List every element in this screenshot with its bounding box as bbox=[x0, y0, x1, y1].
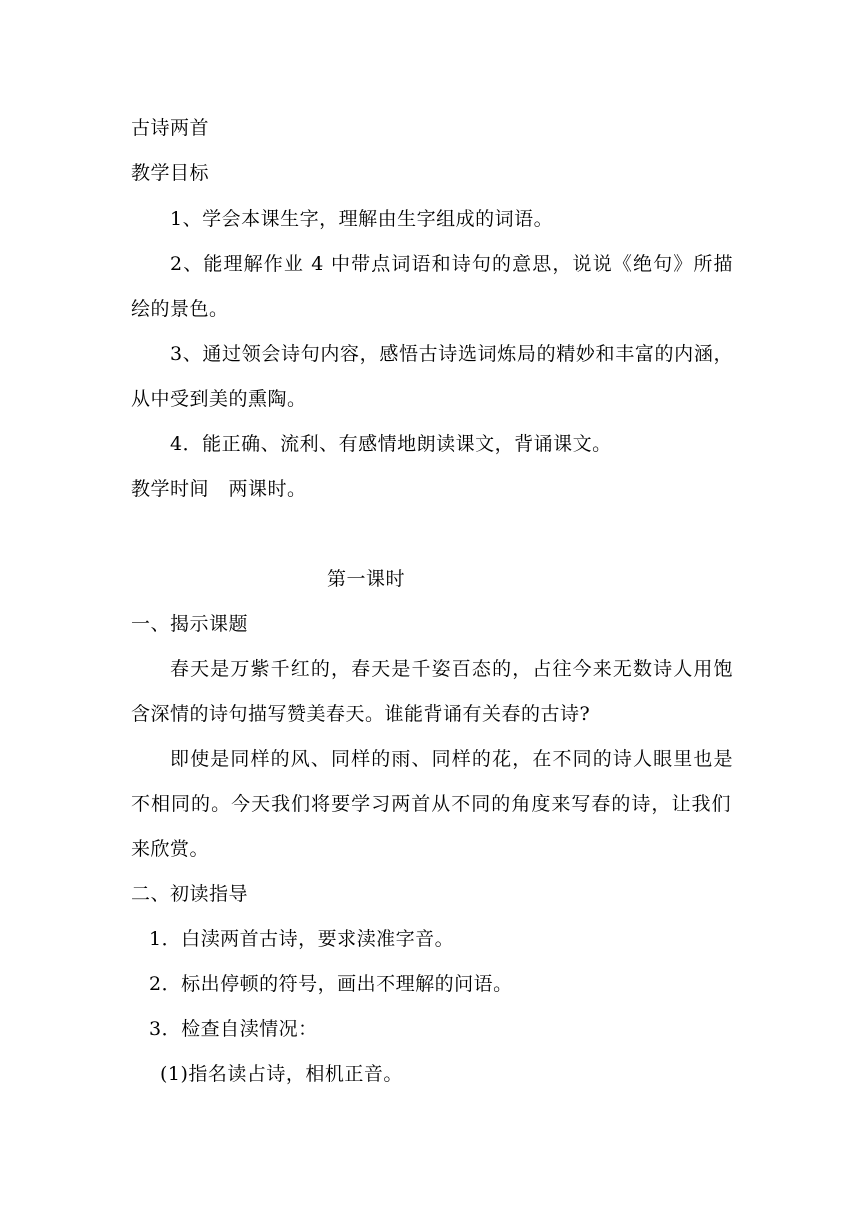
objective-2: 2、能理解作业 4 中带点词语和诗句的意思，说说《绝句》所描 bbox=[170, 253, 733, 275]
teaching-time: 教学时间 两课时。 bbox=[131, 478, 307, 500]
section-2-heading: 二、初读指导 bbox=[131, 883, 249, 905]
section-2-item-1: 1．白渎两首古诗，要求渎准字音。 bbox=[149, 928, 455, 950]
objective-4: 4．能正确、流利、有感情地朗读课文，背诵课文。 bbox=[170, 433, 612, 455]
section-1-line-2: 含深情的诗句描写赞美春天。谁能背诵有关春的古诗? bbox=[131, 703, 591, 725]
objective-1: 1、学会本课生字，理解由生字组成的词语。 bbox=[170, 208, 554, 230]
section-2-item-3: 3．检查自渎情况： bbox=[149, 1018, 318, 1040]
document-title: 古诗两首 bbox=[131, 117, 210, 139]
section-1-line-1: 春天是万紫千红的，春天是千姿百态的，占往今来无数诗人用饱 bbox=[170, 658, 733, 680]
objective-3: 3、通过领会诗句内容，感悟古诗选词炼局的精妙和丰富的内涵， bbox=[170, 343, 733, 365]
section-2-item-2: 2．标出停顿的符号，画出不理解的问语。 bbox=[149, 973, 513, 995]
lesson-title: 第一课时 bbox=[326, 568, 405, 590]
section-1-line-4: 不相同的。今天我们将要学习两首从不同的角度来写春的诗，让我们 bbox=[131, 793, 731, 815]
section-1-line-5: 来欣赏。 bbox=[131, 838, 210, 860]
objective-2-continued: 绘的景色。 bbox=[131, 298, 229, 320]
section-1-line-3: 即使是同样的风、同样的雨、同样的花，在不同的诗人眼里也是 bbox=[170, 748, 733, 770]
section-2-item-4: (1)指名读占诗，相机正音。 bbox=[160, 1063, 403, 1085]
objective-3-continued: 从中受到美的熏陶。 bbox=[131, 388, 307, 410]
section-1-heading: 一、揭示课题 bbox=[131, 613, 249, 635]
objectives-heading: 教学目标 bbox=[131, 162, 210, 184]
